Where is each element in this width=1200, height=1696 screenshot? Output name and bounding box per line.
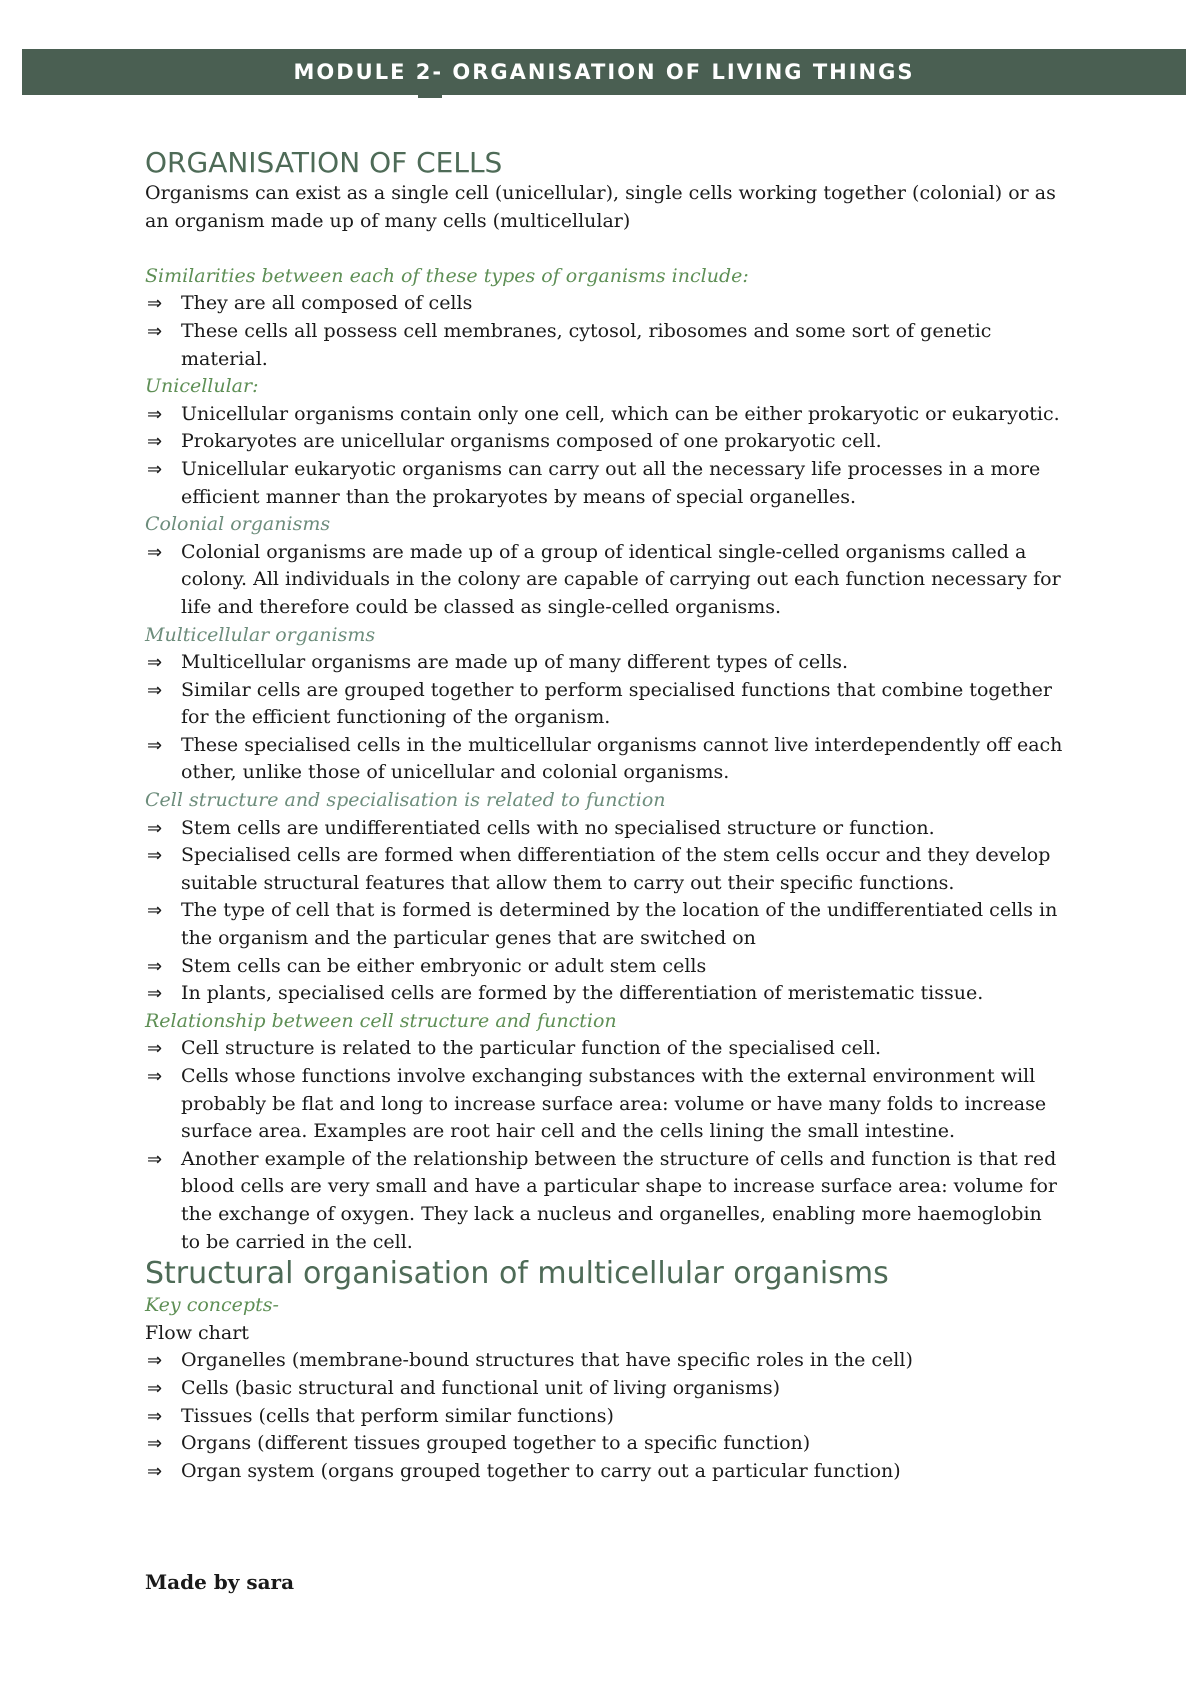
list-item [145,897,1065,952]
bullet-list-flow-chart [145,1347,1065,1485]
list-item-text: These specialised cells in the multicellular organisms cannot live interdependently off each other, unlike those of unicellular and colonial organisms. [181,733,1063,784]
arrow-bullet-icon: ⇒ [147,431,163,453]
module-banner: MODULE 2- ORGANISATION OF LIVING THINGS [22,49,1186,95]
list-item-text: Organ system (organs grouped together to carry out a particular function) [181,1459,901,1482]
intro-paragraph: Organisms can exist as a single cell (unicellular), single cells working together (colonial) or as an organism made up of many cells (multicellular) [145,182,1056,232]
arrow-bullet-icon: ⇒ [147,1405,163,1427]
list-item-text: Stem cells are undifferentiated cells with no specialised structure or function. [181,816,935,839]
blank-line [145,235,1065,263]
list-item [145,318,1065,373]
subheading-cell-structure: Cell structure and specialisation is related to function [145,789,666,812]
arrow-bullet-icon: ⇒ [147,458,163,480]
arrow-bullet-icon: ⇒ [147,1350,163,1372]
list-item [145,1347,1065,1375]
list-item [145,815,1065,843]
list-item-text: Stem cells can be either embryonic or adult stem cells [181,954,707,977]
list-item-text: Similar cells are grouped together to perform specialised functions that combine together for the efficient functioning of the organism. [181,678,1052,729]
author-footer: Made by sara [145,1570,295,1594]
arrow-bullet-icon: ⇒ [147,817,163,839]
subheading-unicellular: Unicellular: [145,375,259,398]
list-item [145,1146,1065,1256]
list-item-text: Multicellular organisms are made up of many different types of cells. [181,651,849,674]
arrow-bullet-icon: ⇒ [147,1066,163,1087]
list-item [145,1403,1065,1431]
list-item-text: In plants, specialised cells are formed by the differentiation of meristematic tissue. [181,982,984,1005]
list-item [145,1063,1065,1146]
section-title-structural-organisation: Structural organisation of multicellular organisms [145,1256,889,1292]
list-item [145,677,1065,732]
subheading-colonial: Colonial organisms [145,513,331,536]
list-item-text: Prokaryotes are unicellular organisms composed of one prokaryotic cell. [181,430,882,453]
list-item [145,953,1065,981]
list-item-text: Unicellular eukaryotic organisms can carry out all the necessary life processes in a more efficient manner than the prokaryotes by means of special organelles. [181,457,1041,508]
subheading-multicellular: Multicellular organisms [145,623,376,646]
list-item-text: Another example of the relationship between the structure of cells and function is that red blood cells are very small and have a particular shape to increase surface area: volume for the exchange of oxygen. They lack a nucleus and organelles, enabling more haemoglobin to be carried in the cell. [181,1147,1058,1253]
arrow-bullet-icon: ⇒ [147,1377,163,1399]
arrow-bullet-icon: ⇒ [147,955,163,977]
list-item-text: Cells whose functions involve exchanging substances with the external environment will probably be flat and long to increase surface area: volume or have many folds to increase surface area. Examples are root hair cell and the cells lining the small intestine. [181,1065,1047,1143]
arrow-bullet-icon: ⇒ [147,320,163,342]
list-item [145,428,1065,456]
bullet-list-colonial [145,539,1065,622]
banner-underline-stub [418,95,442,98]
list-item [145,1430,1065,1458]
arrow-bullet-icon: ⇒ [147,734,163,756]
list-item-text: Cells (basic structural and functional unit of living organisms) [181,1376,781,1399]
list-item [145,980,1065,1008]
arrow-bullet-icon: ⇒ [147,403,163,425]
list-item [145,290,1065,318]
list-item-text: Specialised cells are formed when differentiation of the stem cells occur and they develop suitable structural features that allow them to carry out their specific functions. [181,844,1051,894]
list-item-text: Unicellular organisms contain only one cell, which can be either prokaryotic or eukaryotic. [181,402,1060,425]
bullet-list-similarities [145,290,1065,373]
arrow-bullet-icon: ⇒ [147,652,163,674]
arrow-bullet-icon: ⇒ [147,900,163,922]
list-item [145,1458,1065,1486]
arrow-bullet-icon: ⇒ [147,1433,163,1455]
list-item [145,649,1065,677]
flow-chart-label: Flow chart [145,1321,249,1344]
arrow-bullet-icon: ⇒ [147,1460,163,1482]
list-item [145,401,1065,429]
bullet-list-cell-structure [145,815,1065,1008]
list-item-text: Tissues (cells that perform similar functions) [181,1404,614,1427]
subheading-similarities: Similarities between each of these types of organisms include: [145,264,749,287]
list-item-text: These cells all possess cell membranes, cytosol, ribosomes and some sort of genetic material. [181,319,992,370]
arrow-bullet-icon: ⇒ [147,541,163,563]
arrow-bullet-icon: ⇒ [147,293,163,315]
subheading-relationship: Relationship between cell structure and function [145,1009,617,1032]
list-item [145,732,1065,787]
document-body [145,146,1065,1485]
subheading-key-concepts: Key concepts- [145,1294,279,1317]
arrow-bullet-icon: ⇒ [147,1038,163,1060]
arrow-bullet-icon: ⇒ [147,679,163,701]
arrow-bullet-icon: ⇒ [147,1148,163,1170]
list-item-text: Cell structure is related to the particular function of the specialised cell. [181,1037,882,1060]
list-item-text: Organelles (membrane-bound structures that have specific roles in the cell) [181,1349,913,1372]
list-item [145,539,1065,622]
list-item-text: Colonial organisms are made up of a group of identical single-celled organisms called a colony. All individuals in the colony are capable of carrying out each function necessary for life and therefore could be classed as single-celled organisms. [181,540,1061,618]
bullet-list-unicellular [145,401,1065,511]
list-item-text: Organs (different tissues grouped together to a specific function) [181,1432,811,1455]
bullet-list-relationship [145,1035,1065,1256]
arrow-bullet-icon: ⇒ [147,845,163,867]
list-item-text: The type of cell that is formed is determined by the location of the undifferentiated cells in the organism and the particular genes that are switched on [181,899,1058,950]
list-item [145,456,1065,511]
bullet-list-multicellular [145,649,1065,787]
list-item [145,1035,1065,1063]
section-title-organisation-of-cells: ORGANISATION OF CELLS [145,146,503,179]
list-item-text: They are all composed of cells [181,292,473,315]
list-item [145,842,1065,897]
arrow-bullet-icon: ⇒ [147,983,163,1005]
list-item [145,1375,1065,1403]
